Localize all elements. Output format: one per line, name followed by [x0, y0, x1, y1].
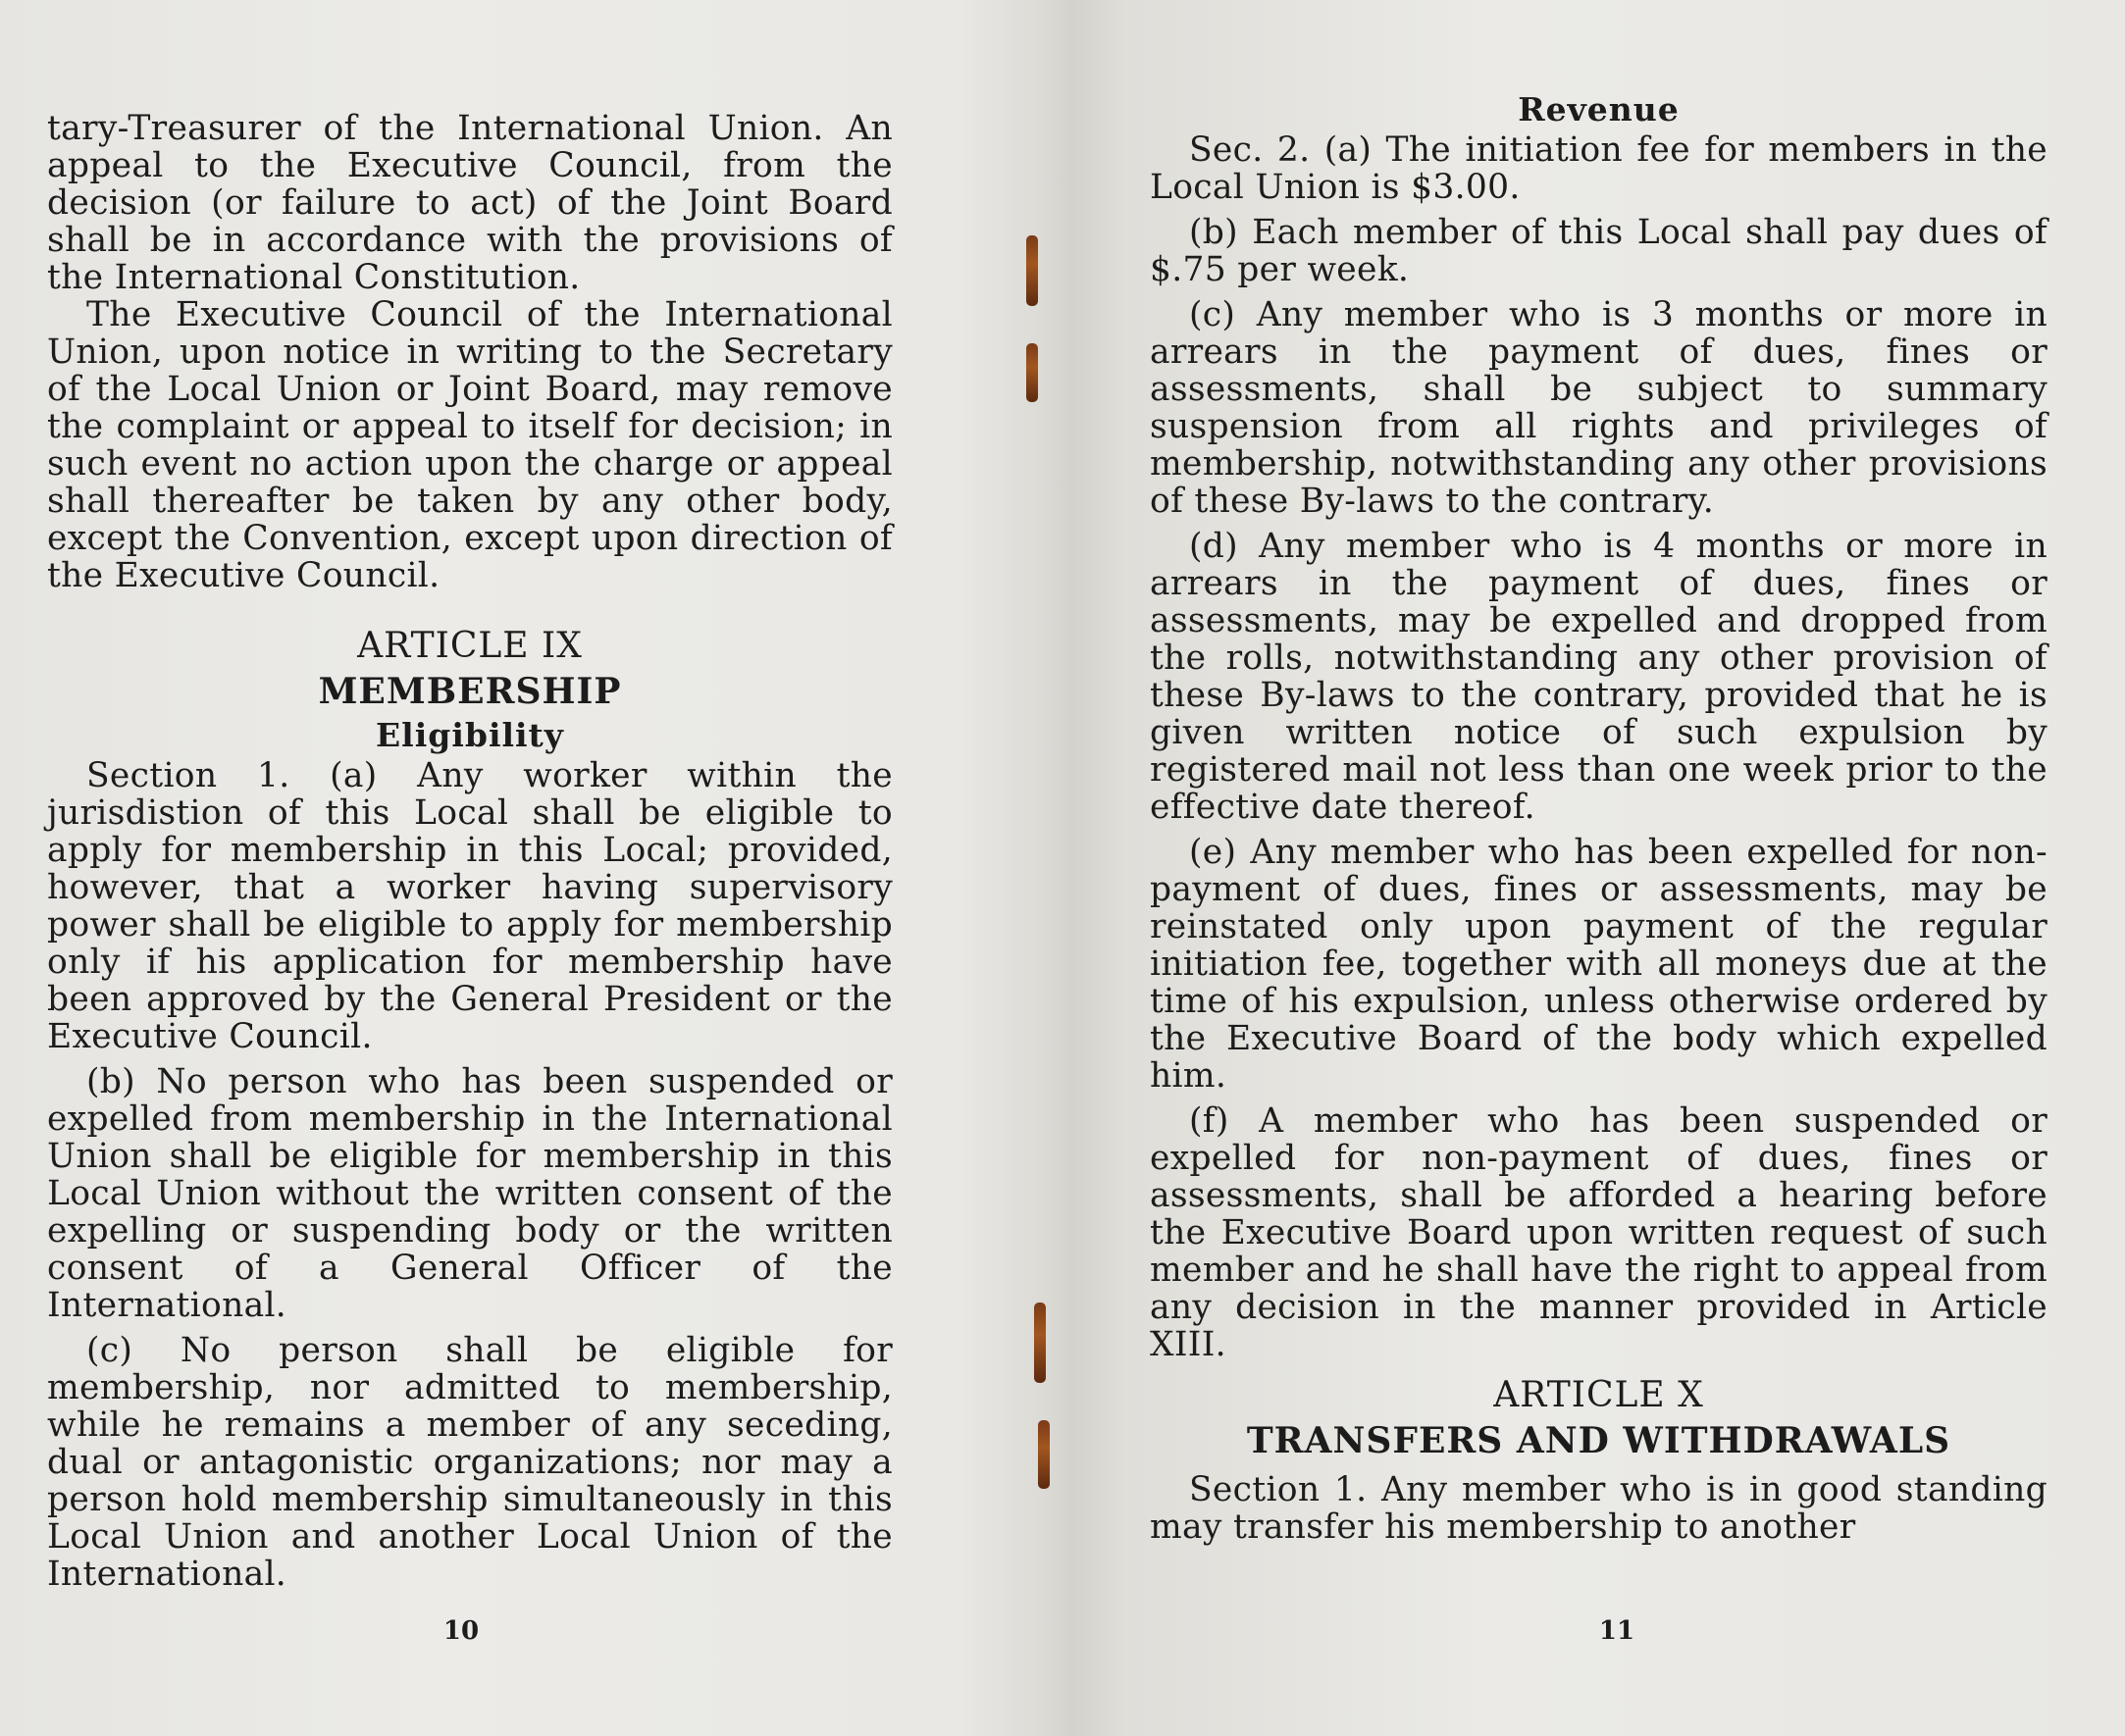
left-page-text: [47, 110, 893, 1593]
page-number-right: 11: [1598, 1616, 1635, 1646]
right-article-x-section-1: Section 1. Any member who is in good standing may transfer his membership to another: [1150, 1470, 2047, 1547]
right-page: [1055, 0, 2125, 1736]
left-section-1b: (b) No person who has been suspended or expelled from membership in the International Union shall be eligible for membership in this Local Union without the written consent of the expelling or suspending body or the written consent of a General Officer of the International.: [47, 1062, 893, 1325]
right-section-2a: Sec. 2. (a) The initiation fee for members in the Local Union is $3.00.: [1150, 130, 2047, 207]
right-page-text: [1150, 88, 2047, 1546]
article-ix-title: MEMBERSHIP: [318, 671, 622, 712]
right-section-2c: (c) Any member who is 3 months or more in arrears in the payment of dues, fines or assessments, shall be subject to summary suspension from all rights and privileges of membership, notwithstanding any other provisions of these By-laws to the contrary.: [1150, 295, 2047, 521]
staple-mark-4: [1038, 1420, 1050, 1489]
article-x-number: ARTICLE X: [1493, 1375, 1704, 1415]
left-paragraph-1: tary-Treasurer of the International Union. An appeal to the Executive Council, from the decision (or failure to act) of the Joint Board shall be in accordance with the provisions of the International Constitution.: [47, 109, 893, 297]
staple-mark-3: [1034, 1302, 1046, 1383]
right-section-2f: (f) A member who has been suspended or expelled for non-payment of dues, fines or assessments, shall be afforded a hearing before the Executive Board upon written request of such member and he shall have the right to appeal from any decision in the manner provided in Article XIII.: [1150, 1101, 2047, 1364]
article-ix-number: ARTICLE IX: [357, 626, 583, 666]
left-paragraph-2: The Executive Council of the International Union, upon notice in writing to the Secretary of the Local Union or Joint Board, may remove the complaint or appeal to itself for decision; in such event no action upon the charge or appeal shall thereafter be taken by any other body, except the Convention, except upon direction of the Executive Council.: [47, 295, 893, 595]
right-section-2b: (b) Each member of this Local shall pay dues of $.75 per week.: [1150, 213, 2047, 289]
revenue-subheading: Revenue: [1518, 90, 1680, 128]
right-section-2d: (d) Any member who is 4 months or more in arrears in the payment of dues, fines or assessments, may be expelled and dropped from the rolls, notwithstanding any other provision of these By-laws to the contrary, provided that he is given written notice of such expulsion by registered mail not less than one week prior to the effective date thereof.: [1150, 527, 2047, 827]
left-section-1c: (c) No person shall be eligible for membership, nor admitted to membership, while he remains a member of any seceding, dual or antagonistic organizations; nor may a person hold membership simultaneously in this Local Union and another Local Union of the International.: [47, 1331, 893, 1594]
eligibility-subheading: Eligibility: [376, 716, 564, 754]
left-page: [0, 0, 1035, 1736]
right-section-2e: (e) Any member who has been expelled for non-payment of dues, fines or assessments, may be reinstated only upon payment of the regular initiation fee, together with all moneys due at the time of his expulsion, unless otherwise ordered by the Executive Board of the body which expelled him.: [1150, 833, 2047, 1096]
article-x-title: TRANSFERS AND WITHDRAWALS: [1246, 1420, 1951, 1461]
left-section-1a: Section 1. (a) Any worker within the jurisdistion of this Local shall be eligible to apply for membership in this Local; provided, however, that a worker having supervisory power shall be eligible to apply for membership only if his application for membership have been approved by the General President or the Executive Council.: [47, 756, 893, 1056]
page-number-left: 10: [442, 1616, 480, 1646]
